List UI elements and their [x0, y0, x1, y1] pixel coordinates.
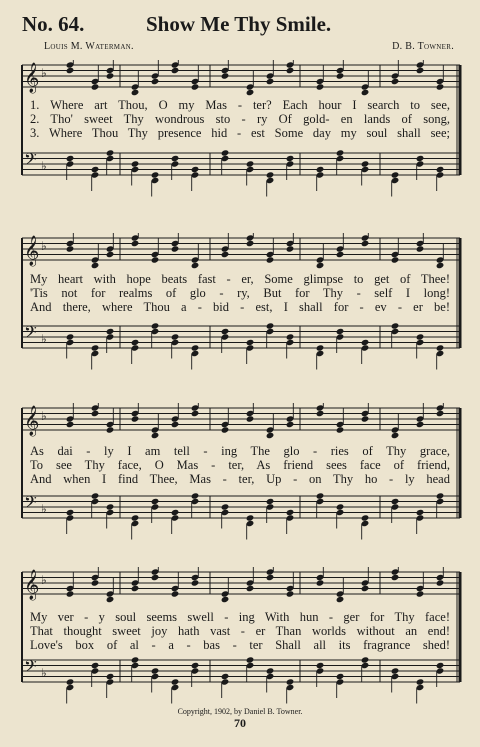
- svg-text:𝄢: 𝄢: [24, 656, 37, 680]
- music-system-1: [0, 60, 480, 210]
- lyric-line: To see Thy face, O Mas - ter, As friend sees face of friend,: [30, 458, 450, 472]
- hymn-title: Show Me Thy Smile.: [146, 12, 332, 36]
- svg-text:♭: ♭: [41, 409, 47, 423]
- svg-text:𝄞: 𝄞: [24, 236, 40, 266]
- music-system-3: [0, 403, 480, 553]
- lyric-line: 1. Where art Thou, O my Mas - ter? Each hour I search to see,: [30, 98, 450, 112]
- svg-text:♭: ♭: [41, 239, 47, 253]
- author-credit: Louis M. Waterman.: [44, 41, 134, 52]
- lyric-line: That thought sweet joy hath vast - er Than worlds without an end!: [30, 624, 450, 638]
- page-number: 70: [234, 716, 246, 730]
- lyric-line: And when I find Thee, Mas - ter, Up - on Thy ho - ly head: [30, 472, 450, 486]
- composer-credit: D. B. Towner.: [392, 41, 454, 52]
- svg-text:♭: ♭: [41, 66, 47, 80]
- lyric-line: 3. Where Thou Thy presence hid - est Some day my soul shall see;: [30, 126, 450, 140]
- copyright-notice: Copyright, 1902, by Daniel B. Towner.: [177, 707, 303, 716]
- svg-text:♭: ♭: [41, 159, 47, 173]
- lyric-line: Love's box of al - a - bas - ter Shall all its fragrance shed!: [30, 638, 450, 652]
- lyric-line: My ver - y soul seems swell - ing With hun - ger for Thy face!: [30, 610, 450, 624]
- svg-text:♭: ♭: [41, 332, 47, 346]
- svg-text:𝄞: 𝄞: [24, 63, 40, 93]
- lyric-line: 2. Tho' sweet Thy wondrous sto - ry Of gold- en lands of song,: [30, 112, 450, 126]
- music-system-2: [0, 233, 480, 383]
- lyric-line: 'Tis not for realms of glo - ry, But for Thy - self I long!: [30, 286, 450, 300]
- lyric-line: And there, where Thou a - bid - est, I shall for - ev - er be!: [30, 300, 450, 314]
- svg-text:𝄞: 𝄞: [24, 406, 40, 436]
- lyric-line: My heart with hope beats fast - er, Some glimpse to get of Thee!: [30, 272, 450, 286]
- svg-text:♭: ♭: [41, 666, 47, 680]
- svg-text:𝄢: 𝄢: [24, 322, 37, 346]
- hymn-header: [0, 0, 480, 60]
- svg-text:𝄢: 𝄢: [24, 149, 37, 173]
- svg-text:𝄢: 𝄢: [24, 492, 37, 516]
- lyric-line: As dai - ly I am tell - ing The glo - ries of Thy grace,: [30, 444, 450, 458]
- music-system-4: [0, 567, 480, 717]
- hymn-number: No. 64.: [22, 12, 85, 36]
- svg-text:♭: ♭: [41, 573, 47, 587]
- svg-text:♭: ♭: [41, 502, 47, 516]
- svg-text:𝄞: 𝄞: [24, 570, 40, 600]
